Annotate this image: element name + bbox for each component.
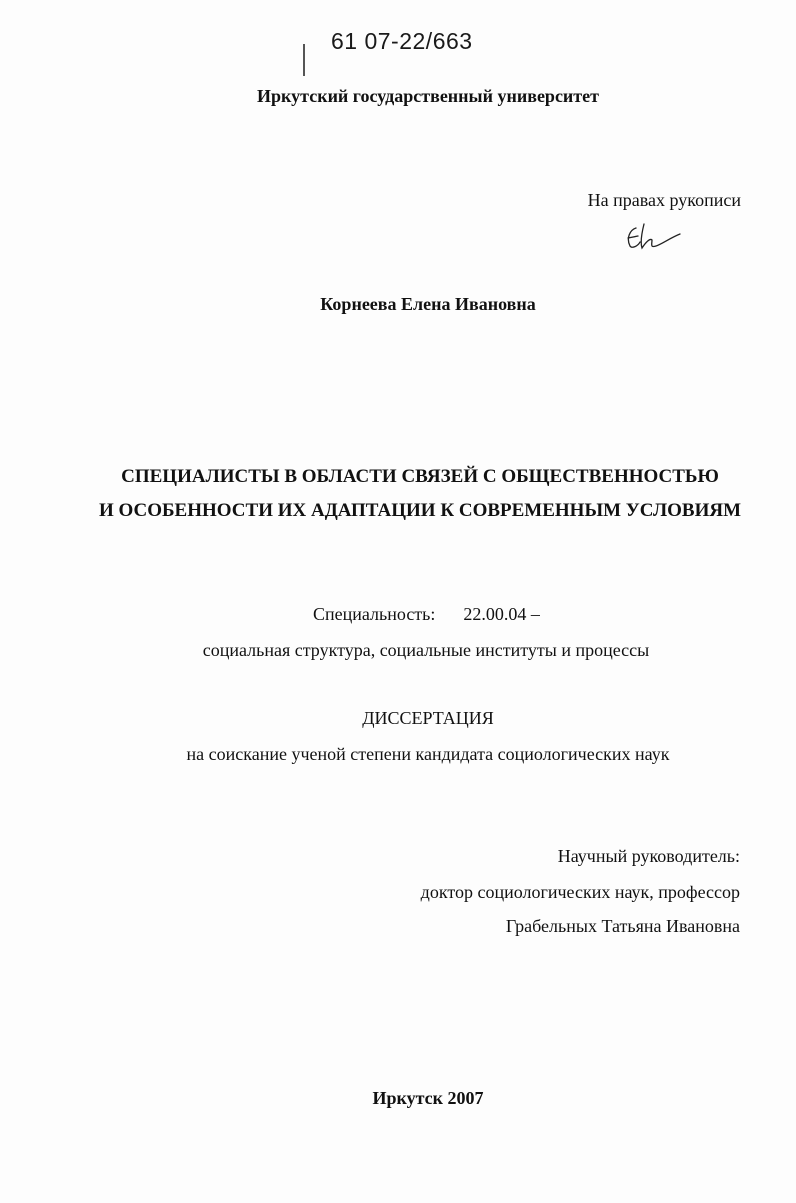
supervisor-title: доктор социологических наук, профессор <box>420 882 740 902</box>
specialty-label: Специальность: <box>313 604 436 624</box>
specialty-code: 22.00.04 – <box>463 604 540 624</box>
supervisor-label: Научный руководитель: <box>557 846 740 866</box>
degree-text: на соискание ученой степени кандидата социологических наук <box>186 744 670 764</box>
signature-icon <box>622 216 682 256</box>
city-year: Иркутск 2007 <box>372 1088 484 1108</box>
manuscript-note: На правах рукописи <box>587 190 741 210</box>
specialty-description: социальная структура, социальные институты и процессы <box>202 640 650 660</box>
specialty-line <box>313 604 540 625</box>
title-line-2: И ОСОБЕННОСТИ ИХ АДАПТАЦИИ К СОВРЕМЕННЫМ УСЛОВИЯМ <box>98 500 742 521</box>
supervisor-name: Грабельных Татьяна Ивановна <box>505 916 740 936</box>
stamp-mark <box>303 44 305 76</box>
dissertation-label: ДИССЕРТАЦИЯ <box>362 708 494 728</box>
stamp-number: 61 07-22/663 <box>331 28 473 54</box>
university-name: Иркутский государственный университет <box>257 86 599 106</box>
dissertation-title <box>22 460 796 528</box>
author-name: Корнеева Елена Ивановна <box>320 294 536 314</box>
title-line-1: СПЕЦИАЛИСТЫ В ОБЛАСТИ СВЯЗЕЙ С ОБЩЕСТВЕННОСТЬЮ <box>121 466 719 487</box>
